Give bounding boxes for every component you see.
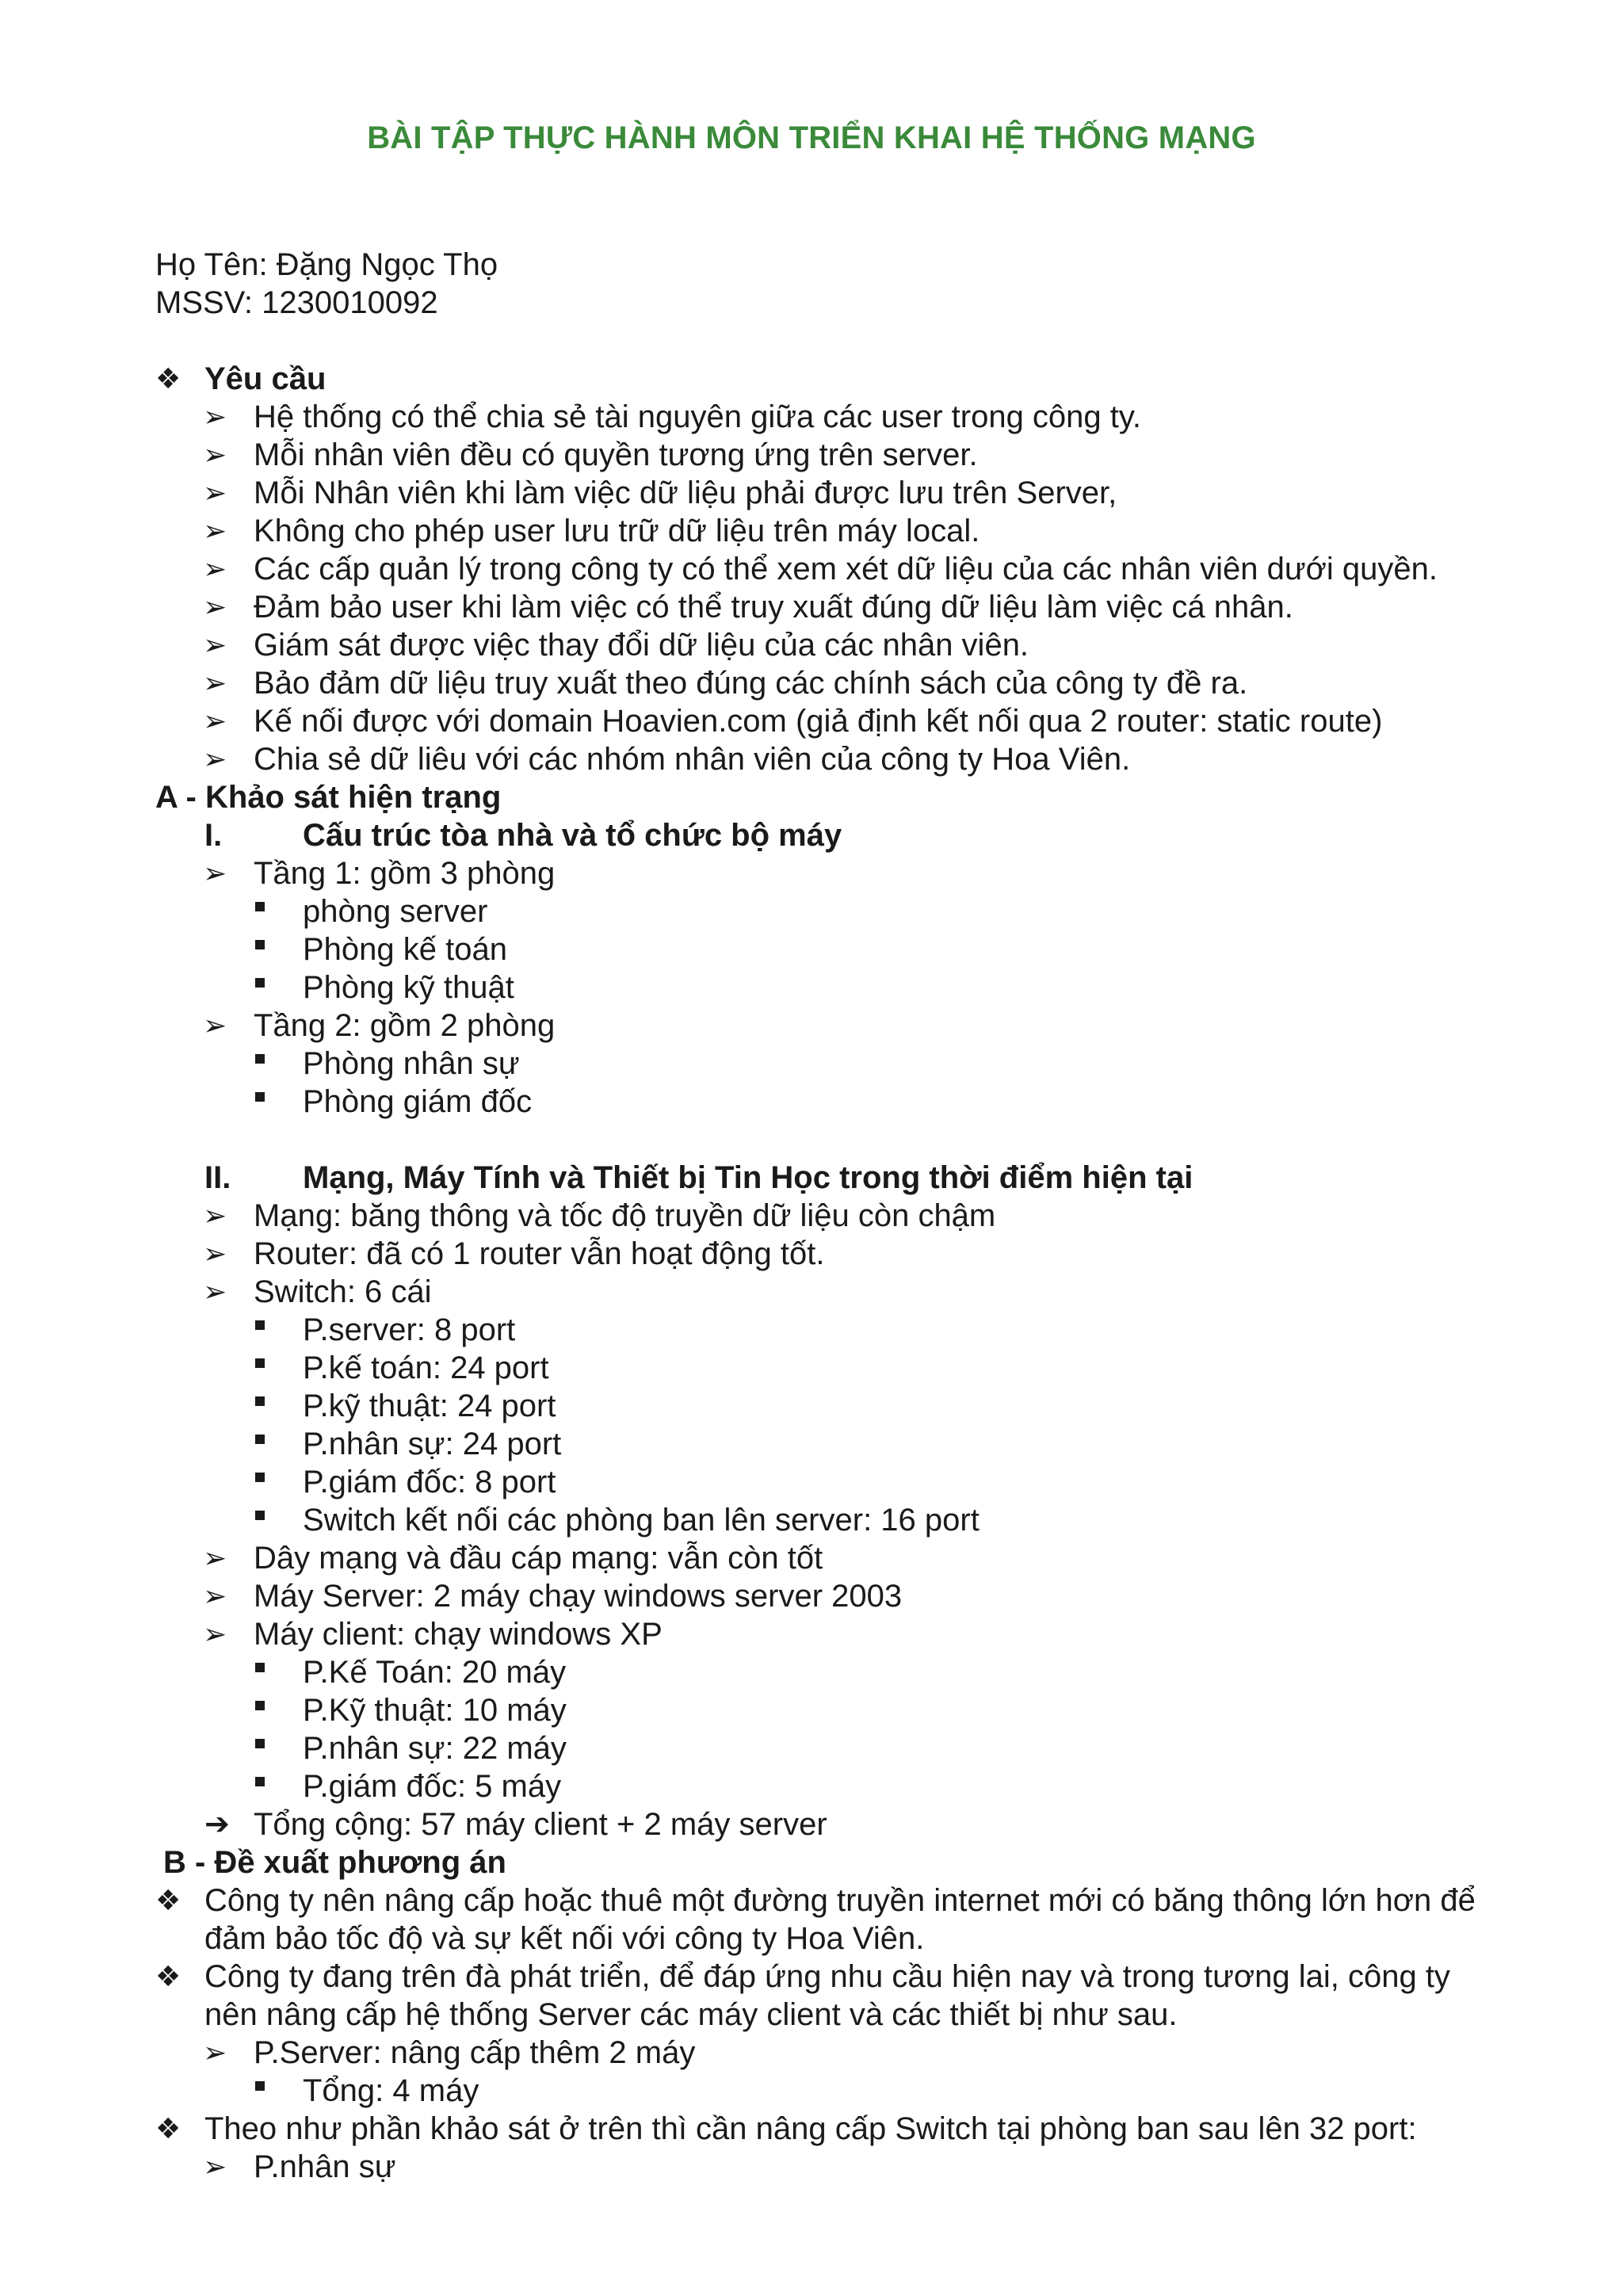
arrow-bullet-icon: ➢ xyxy=(203,438,227,471)
list-item: Router: đã có 1 router vẫn hoạt động tốt. xyxy=(254,1236,825,1271)
arrow-bullet-icon: ➢ xyxy=(203,1009,227,1041)
list-item: phòng server xyxy=(303,894,488,929)
list-item: Máy Server: 2 máy chạy windows server 2003 xyxy=(254,1579,903,1614)
total-summary: Tổng cộng: 57 máy client + 2 máy server xyxy=(254,1807,827,1842)
arrow-bullet-icon: ➢ xyxy=(203,743,227,775)
student-name: Họ Tên: Đặng Ngọc Thọ xyxy=(155,247,498,282)
list-item: Chia sẻ dữ liêu với các nhóm nhân viên của công ty Hoa Viên. xyxy=(254,742,1131,777)
list-item: P.kế toán: 24 port xyxy=(303,1350,549,1385)
section-a-heading: A - Khảo sát hiện trạng xyxy=(155,780,502,815)
arrow-bullet-icon: ➢ xyxy=(203,476,227,509)
square-bullet-icon xyxy=(255,1473,265,1482)
requirements-heading: Yêu cầu xyxy=(204,361,327,396)
arrow-bullet-icon: ➢ xyxy=(203,857,227,889)
paragraph-line: Theo như phần khảo sát ở trên thì cần nâng cấp Switch tại phòng ban sau lên 32 port: xyxy=(204,2111,1417,2146)
paragraph-line: Công ty nên nâng cấp hoặc thuê một đường truyền internet mới có băng thông lớn hơn để xyxy=(204,1883,1476,1918)
list-item: Switch kết nối các phòng ban lên server: 16 port xyxy=(303,1503,980,1538)
square-bullet-icon xyxy=(255,1777,265,1786)
list-item: Kế nối được với domain Hoavien.com (giả định kết nối qua 2 router: static route) xyxy=(254,704,1383,739)
arrow-bullet-icon: ➢ xyxy=(203,1580,227,1612)
arrow-bullet-icon: ➢ xyxy=(203,2150,227,2183)
list-item: Đảm bảo user khi làm việc có thể truy xuất đúng dữ liệu làm việc cá nhân. xyxy=(254,590,1293,625)
part-1-number: I. xyxy=(204,818,223,853)
square-bullet-icon xyxy=(255,1054,265,1064)
part-2-number: II. xyxy=(204,1160,231,1195)
list-item: P.giám đốc: 5 máy xyxy=(303,1769,562,1804)
student-id: MSSV: 1230010092 xyxy=(155,285,438,320)
arrow-bullet-icon: ➢ xyxy=(203,1618,227,1650)
square-bullet-icon xyxy=(255,902,265,911)
arrow-bullet-icon: ➢ xyxy=(203,667,227,699)
list-item: P.kỹ thuật: 24 port xyxy=(303,1389,556,1423)
diamond-bullet-icon: ❖ xyxy=(155,1884,181,1916)
list-item: P.Kế Toán: 20 máy xyxy=(303,1655,567,1690)
list-item: Phòng kế toán xyxy=(303,932,507,967)
list-item: Mạng: băng thông và tốc độ truyền dữ liệu còn chậm xyxy=(254,1198,996,1233)
square-bullet-icon xyxy=(255,1511,265,1520)
arrow-bullet-icon: ➢ xyxy=(203,2036,227,2069)
list-item: Mỗi nhân viên đều có quyền tương ứng trên server. xyxy=(254,437,978,472)
list-item: P.server: 8 port xyxy=(303,1312,516,1347)
square-bullet-icon xyxy=(255,1435,265,1444)
square-bullet-icon xyxy=(255,940,265,949)
list-item: Hệ thống có thể chia sẻ tài nguyên giữa các user trong công ty. xyxy=(254,399,1142,434)
list-item: Phòng giám đốc xyxy=(303,1084,533,1119)
part-2-heading: Mạng, Máy Tính và Thiết bị Tin Học trong thời điểm hiện tại xyxy=(303,1160,1193,1195)
square-bullet-icon xyxy=(255,1320,265,1330)
list-item: Dây mạng và đầu cáp mạng: vẫn còn tốt xyxy=(254,1541,823,1576)
list-item: P.Kỹ thuật: 10 máy xyxy=(303,1693,567,1728)
paragraph-line: Công ty đang trên đà phát triển, để đáp ứng nhu cầu hiện nay và trong tương lai, công ty xyxy=(204,1959,1450,1994)
list-item: Các cấp quản lý trong công ty có thể xem xét dữ liệu của các nhân viên dưới quyền. xyxy=(254,552,1438,586)
list-item: P.nhân sự xyxy=(254,2149,396,2184)
page-title: BÀI TẬP THỰC HÀNH MÔN TRIỂN KHAI HỆ THỐNG MẠNG xyxy=(367,120,1256,155)
list-item: Phòng nhân sự xyxy=(303,1046,520,1081)
arrow-bullet-icon: ➢ xyxy=(203,400,227,433)
list-item: Switch: 6 cái xyxy=(254,1274,432,1309)
list-item: Tầng 2: gồm 2 phòng xyxy=(254,1008,556,1043)
list-item: Tổng: 4 máy xyxy=(303,2073,479,2108)
list-item: P.nhân sự: 22 máy xyxy=(303,1731,567,1766)
list-item: Phòng kỹ thuật xyxy=(303,970,514,1005)
arrow-bullet-icon: ➢ xyxy=(203,590,227,623)
arrow-bullet-icon: ➢ xyxy=(203,705,227,737)
arrow-bullet-icon: ➢ xyxy=(203,552,227,585)
diamond-bullet-icon: ❖ xyxy=(155,1960,181,1992)
arrow-bullet-icon: ➢ xyxy=(203,1275,227,1308)
section-b-heading: B - Đề xuất phương án xyxy=(163,1845,506,1880)
arrow-bullet-icon: ➢ xyxy=(203,628,227,661)
list-item: Mỗi Nhân viên khi làm việc dữ liệu phải được lưu trên Server, xyxy=(254,476,1117,510)
paragraph-line: đảm bảo tốc độ và sự kết nối với công ty Hoa Viên. xyxy=(204,1921,925,1956)
square-bullet-icon xyxy=(255,1739,265,1748)
square-bullet-icon xyxy=(255,1396,265,1406)
list-item: Giám sát được việc thay đổi dữ liệu của các nhân viên. xyxy=(254,628,1029,663)
list-item: Bảo đảm dữ liệu truy xuất theo đúng các chính sách của công ty đề ra. xyxy=(254,666,1248,701)
paragraph-line: nên nâng cấp hệ thống Server các máy client và các thiết bị như sau. xyxy=(204,1997,1178,2032)
square-bullet-icon xyxy=(255,1092,265,1102)
square-bullet-icon xyxy=(255,1358,265,1368)
arrow-right-icon: ➔ xyxy=(204,1808,230,1841)
part-1-heading: Cấu trúc tòa nhà và tổ chức bộ máy xyxy=(303,818,842,853)
arrow-bullet-icon: ➢ xyxy=(203,1541,227,1574)
square-bullet-icon xyxy=(255,1663,265,1672)
arrow-bullet-icon: ➢ xyxy=(203,514,227,547)
list-item: Không cho phép user lưu trữ dữ liệu trên máy local. xyxy=(254,514,980,548)
arrow-bullet-icon: ➢ xyxy=(203,1199,227,1232)
square-bullet-icon xyxy=(255,2081,265,2091)
list-item: Tầng 1: gồm 3 phòng xyxy=(254,856,556,891)
list-item: P.giám đốc: 8 port xyxy=(303,1465,556,1499)
list-item: P.nhân sự: 24 port xyxy=(303,1427,562,1461)
square-bullet-icon xyxy=(255,978,265,988)
list-item: Máy client: chạy windows XP xyxy=(254,1617,663,1652)
diamond-bullet-icon: ❖ xyxy=(155,362,181,395)
arrow-bullet-icon: ➢ xyxy=(203,1237,227,1270)
diamond-bullet-icon: ❖ xyxy=(155,2112,181,2145)
square-bullet-icon xyxy=(255,1701,265,1710)
list-item: P.Server: nâng cấp thêm 2 máy xyxy=(254,2035,696,2070)
